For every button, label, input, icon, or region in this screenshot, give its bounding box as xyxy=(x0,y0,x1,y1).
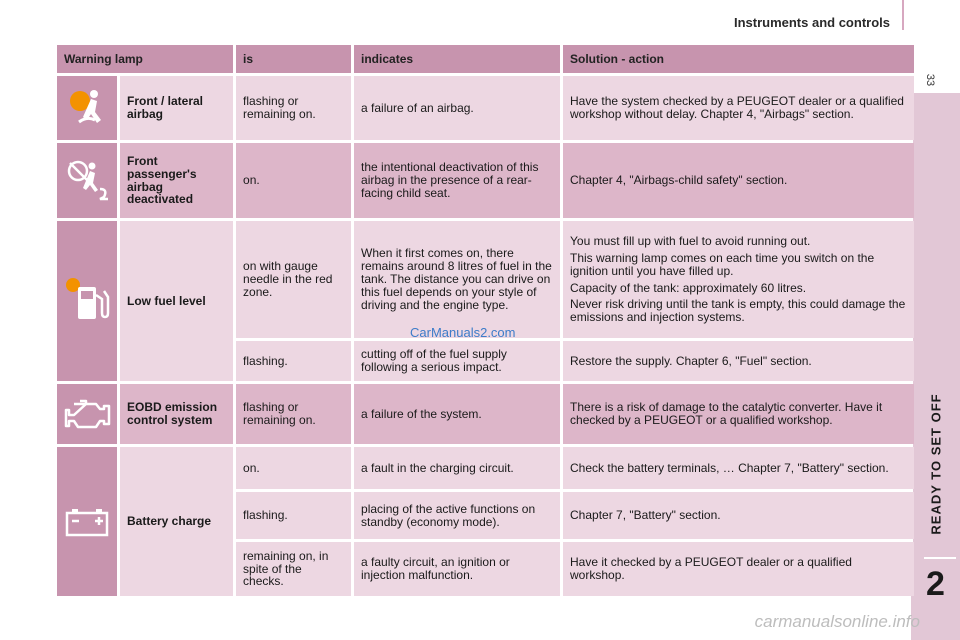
solution-text: Chapter 4, "Airbags-child safety" section. xyxy=(570,173,788,188)
lamp-meaning: a failure of the system. xyxy=(354,384,560,444)
icon-cell xyxy=(57,143,117,218)
lamp-meaning: When it first comes on, there remains around 8 litres of fuel in the tank. The distance you can drive on this fuel depends on your style of driving and the engine type. xyxy=(354,221,560,338)
lamp-meaning: cutting off of the fuel supply following a serious impact. xyxy=(354,341,560,381)
table-row xyxy=(57,384,914,444)
solution-text: There is a risk of damage to the catalytic converter. Have it checked by a PEUGEOT or a qualified workshop. xyxy=(570,400,883,427)
passenger-airbag-off-icon xyxy=(64,159,110,203)
warning-lamps-table xyxy=(54,42,917,599)
airbag-icon xyxy=(64,86,110,130)
lamp-meaning: a faulty circuit, an ignition or injection malfunction. xyxy=(354,542,560,596)
lamp-name: Front passenger's airbag deactivated xyxy=(120,143,233,218)
solution-text: You must fill up with fuel to avoid running out. xyxy=(570,234,811,249)
lamp-state: on. xyxy=(236,447,351,489)
table-row xyxy=(57,143,914,218)
lamp-meaning: the intentional deactivation of this airbag in the presence of a rear-facing child seat. xyxy=(354,143,560,218)
solution-text: This warning lamp comes on each time you switch on the ignition until you have filled up. xyxy=(570,250,875,278)
solution-text: Capacity of the tank: approximately 60 litres. xyxy=(570,280,807,295)
lamp-state: flashing. xyxy=(236,341,351,381)
column-header: is xyxy=(236,45,351,73)
icon-cell xyxy=(57,447,117,596)
lamp-solution: Restore the supply. Chapter 6, "Fuel" section. xyxy=(563,341,914,381)
lamp-meaning: placing of the active functions on standby (economy mode). xyxy=(354,492,560,539)
lamp-solution xyxy=(563,384,914,444)
lamp-state: flashing or remaining on. xyxy=(236,76,351,140)
lamp-state: flashing or remaining on. xyxy=(236,384,351,444)
battery-icon xyxy=(64,506,110,538)
table-row xyxy=(57,76,914,140)
table-row xyxy=(57,447,914,489)
footer-watermark: carmanualsonline.info xyxy=(754,612,920,631)
lamp-state: remaining on, in spite of the checks. xyxy=(236,542,351,596)
lamp-name: Front / lateral airbag xyxy=(120,76,233,140)
icon-cell xyxy=(57,221,117,381)
lamp-solution xyxy=(563,221,914,338)
section-title: Instruments and controls xyxy=(733,15,890,30)
fuel-pump-icon xyxy=(64,277,110,325)
lamp-solution: Chapter 7, "Battery" section. xyxy=(563,492,914,539)
lamp-state: on with gauge needle in the red zone. xyxy=(236,221,351,338)
lamp-solution xyxy=(563,143,914,218)
lamp-state: flashing. xyxy=(236,492,351,539)
column-header: Warning lamp xyxy=(57,45,233,73)
lamp-state: on. xyxy=(236,143,351,218)
icon-cell xyxy=(57,76,117,140)
lamp-solution xyxy=(563,76,914,140)
lamp-solution: Check the battery terminals, … Chapter 7, "Battery" section. xyxy=(563,447,914,489)
icon-cell xyxy=(57,384,117,444)
column-header: indicates xyxy=(354,45,560,73)
lamp-meaning: a failure of an airbag. xyxy=(354,76,560,140)
table-row xyxy=(57,221,914,338)
page-number: 33 xyxy=(924,73,936,87)
column-header: Solution - action xyxy=(563,45,914,73)
chapter-number: 2 xyxy=(926,565,945,603)
header-divider xyxy=(902,0,904,30)
chapter-label: READY TO SET OFF xyxy=(928,393,944,535)
table-header-row xyxy=(57,45,914,73)
engine-check-icon xyxy=(64,396,110,432)
chapter-divider xyxy=(924,557,956,559)
solution-text: Never risk driving until the tank is empty, this could damage the emissions and injection systems. xyxy=(570,297,906,325)
lamp-solution: Have it checked by a PEUGEOT dealer or a qualified workshop. xyxy=(563,542,914,596)
watermark-link[interactable]: CarManuals2.com xyxy=(410,325,516,340)
lamp-name: Low fuel level xyxy=(120,221,233,381)
lamp-name: Battery charge xyxy=(120,447,233,596)
lamp-meaning: a fault in the charging circuit. xyxy=(354,447,560,489)
solution-text: Have the system checked by a PEUGEOT dealer or a qualified workshop without delay. Chapter 4, "Airbags" section. xyxy=(570,94,904,121)
lamp-name: EOBD emission control system xyxy=(120,384,233,444)
